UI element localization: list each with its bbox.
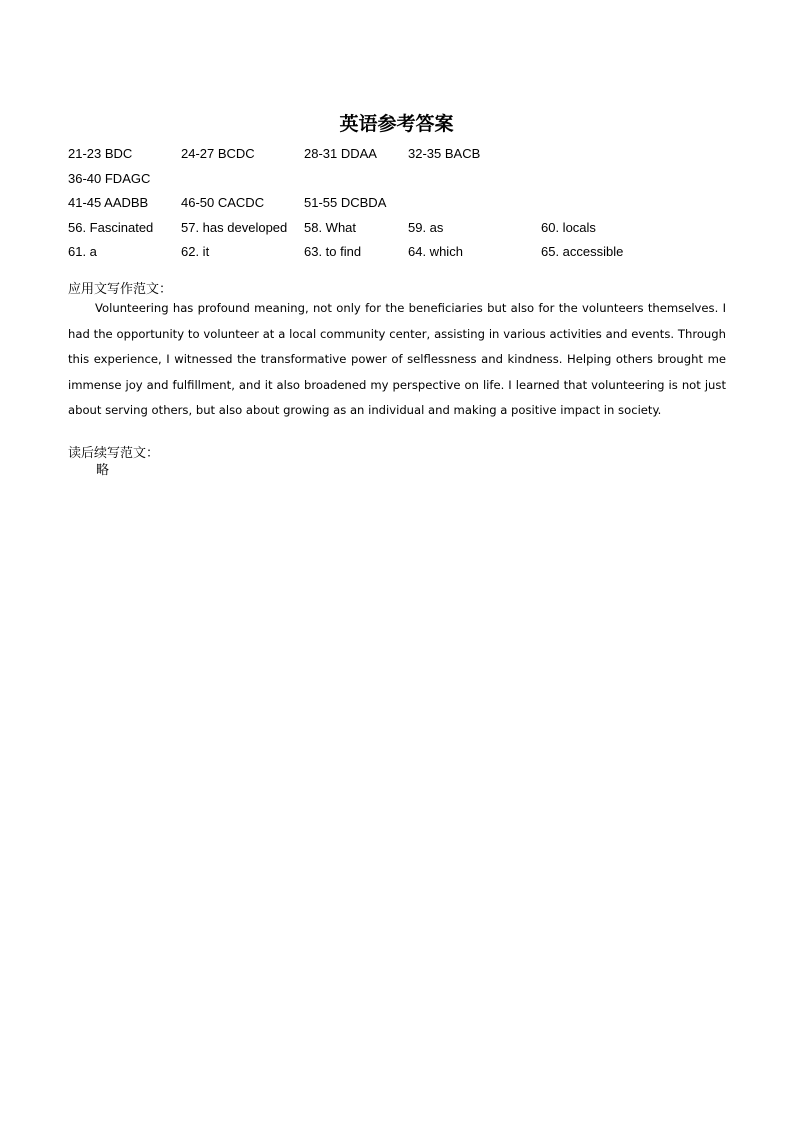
- continuation-sample-text: 略: [96, 463, 110, 478]
- answer-row: [68, 243, 768, 268]
- answer-cell: 28-31 DDAA: [304, 146, 377, 161]
- answer-cell: 61. a: [68, 244, 97, 259]
- answer-row: [68, 145, 768, 170]
- answer-row: [68, 194, 768, 219]
- answer-cell: 60. locals: [541, 219, 596, 235]
- answer-cell: 24-27 BCDC: [181, 146, 255, 161]
- answer-row: [68, 219, 768, 244]
- answer-cell: 51-55 DCBDA: [304, 195, 387, 210]
- writing-sample-paragraph: Volunteering has profound meaning, not only for the beneficiaries but also for the volunteers themselves. I had the opportunity to volunteer at a local community center, assisting in various activities and events. Through this experience, I witnessed the transformative power of selflessness and kindness. Helping others brought me immense joy and fulfillment, and it also broadened my perspective on life. I learned that volunteering is not just about serving others, but also about growing as an individual and making a positive impact in society.: [68, 301, 726, 418]
- answer-cell: 63. to find: [304, 244, 362, 259]
- answer-row: [68, 170, 768, 195]
- answer-cell: 57. has developed: [181, 219, 288, 235]
- answer-cell: 62. it: [181, 244, 210, 259]
- answer-cell: 58. What: [304, 219, 357, 235]
- answer-cell: 64. which: [408, 244, 463, 259]
- continuation-section-label: 读后续写范文：: [68, 446, 160, 461]
- page-title: 英语参考答案: [339, 113, 454, 135]
- answer-cell: 56. Fascinated: [68, 219, 154, 235]
- answer-cell: 41-45 AADBB: [68, 195, 149, 210]
- answer-cell: 46-50 CACDC: [181, 195, 265, 210]
- writing-section-label: 应用文写作范文：: [68, 282, 173, 297]
- answer-cell: 21-23 BDC: [68, 146, 133, 161]
- answer-cell: 32-35 BACB: [408, 146, 481, 161]
- answer-cell: 59. as: [408, 219, 444, 235]
- answer-grid: [68, 145, 768, 268]
- answer-cell: 65. accessible: [541, 244, 624, 259]
- answer-cell: 36-40 FDAGC: [68, 170, 151, 186]
